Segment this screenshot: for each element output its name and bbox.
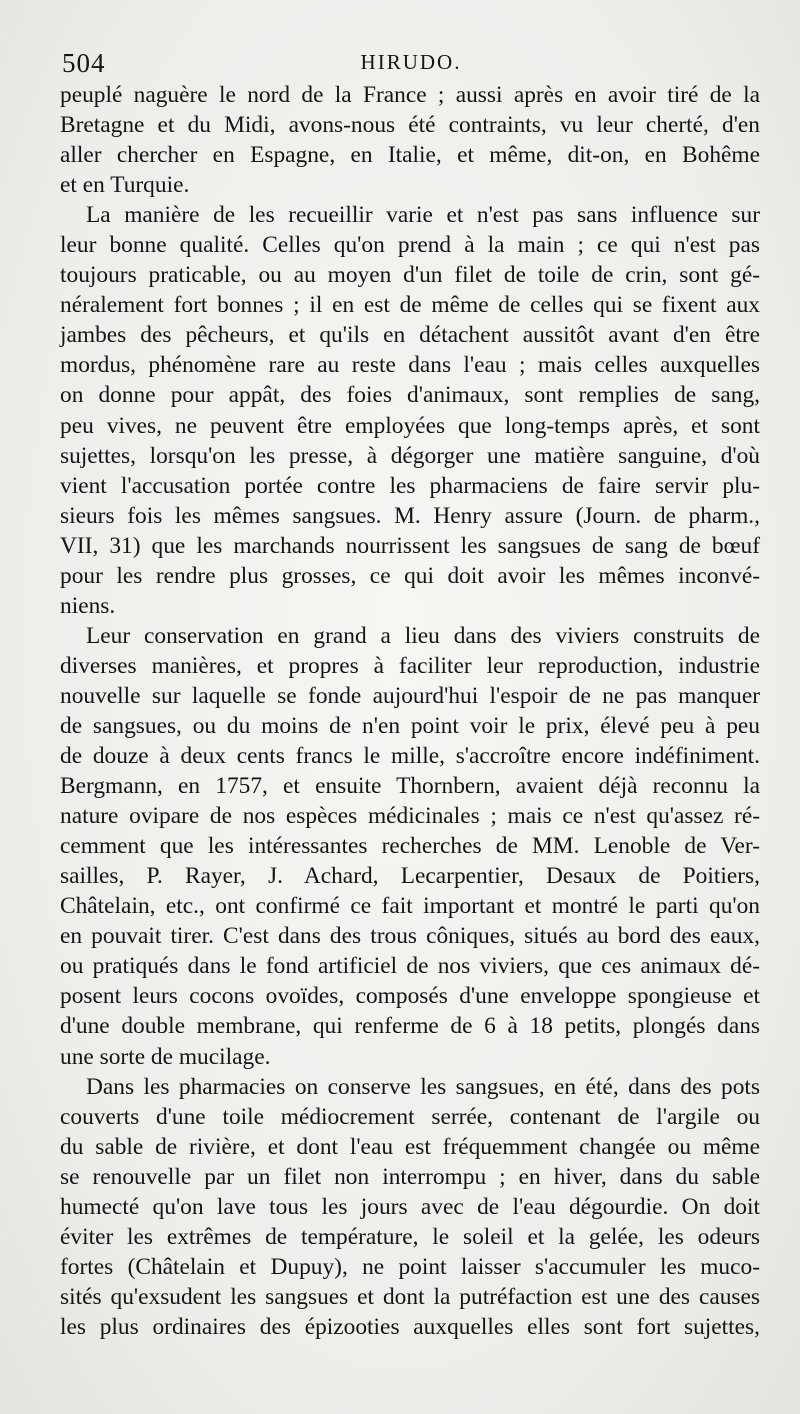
text-line: d'une double membrane, qui renferme de 6 à 18 petits, plongés dans [60, 1013, 760, 1040]
text-line: VII, 31) que les marchands nourrissent les sangsues de sang de bœuf [60, 532, 760, 559]
text-line: Bergmann, en 1757, et ensuite Thornbern, avaient déjà reconnu la [60, 773, 760, 800]
text-line: néralement fort bonnes ; il en est de même de celles qui se fixent aux [60, 292, 760, 319]
page-number: 504 [62, 48, 106, 78]
text-line: sujettes, lorsqu'on les presse, à dégorger une matière sanguine, d'où [60, 442, 760, 469]
text-line: sailles, P. Rayer, J. Achard, Lecarpentier, Desaux de Poitiers, [60, 863, 760, 890]
text-line: peuplé naguère le nord de la France ; aussi après en avoir tiré de la [60, 82, 760, 108]
text-line: leur bonne qualité. Celles qu'on prend à la main ; ce qui n'est pas [60, 232, 760, 259]
paragraph [60, 80, 760, 200]
text-line: Châtelain, etc., ont confirmé ce fait important et montré le parti qu'on [60, 893, 760, 920]
text-line: diverses manières, et propres à faciliter leur reproduction, industrie [60, 652, 760, 679]
text-line: Bretagne et du Midi, avons-nous été contraints, vu leur cherté, d'en [60, 112, 760, 139]
text-line: peu vives, ne peuvent être employées que long-temps après, et sont [60, 412, 760, 439]
text-line: se renouvelle par un filet non interrompu ; en hiver, dans du sable [60, 1163, 760, 1190]
text-line: jambes des pêcheurs, et qu'ils en détachent aussitôt avant d'en être [60, 322, 760, 349]
text-line: en pouvait tirer. C'est dans des trous côniques, situés au bord des eaux, [60, 923, 760, 950]
text-line: nature ovipare de nos espèces médicinales ; mais ce n'est qu'assez ré- [60, 803, 760, 830]
text-line: vient l'accusation portée contre les pharmaciens de faire servir plu- [60, 472, 760, 499]
text-line: cemment que les intéressantes recherches de MM. Lenoble de Ver- [60, 833, 760, 860]
paragraph [60, 621, 760, 1072]
text-line: nouvelle sur laquelle se fonde aujourd'hui l'espoir de ne pas manquer [60, 682, 760, 709]
paragraph [60, 1072, 760, 1342]
text-line: ou pratiqués dans le fond artificiel de nos viviers, que ces animaux dé- [60, 953, 760, 980]
text-line: toujours praticable, ou au moyen d'un filet de toile de crin, sont gé- [60, 262, 760, 289]
text-line: les plus ordinaires des épizooties auxquelles elles sont fort sujettes, [60, 1313, 760, 1340]
text-line: sités qu'exsudent les sangsues et dont la putréfaction est une des causes [60, 1283, 760, 1310]
text-line: posent leurs cocons ovoïdes, composés d'une enveloppe spongieuse et [60, 983, 760, 1010]
text-line: niens. [60, 592, 116, 619]
text-line: éviter les extrêmes de température, le soleil et la gelée, les odeurs [60, 1223, 760, 1250]
text-line: humecté qu'on lave tous les jours avec de l'eau dégourdie. On doit [60, 1193, 760, 1220]
text-line: La manière de les recueillir varie et n'est pas sans influence sur [86, 202, 760, 229]
text-line: de sangsues, ou du moins de n'en point voir le prix, élevé peu à peu [60, 712, 760, 739]
running-head: HIRUDO. [360, 50, 462, 74]
body-text [60, 80, 760, 1342]
text-line: couverts d'une toile médiocrement serrée, contenant de l'argile ou [60, 1103, 760, 1130]
text-line: Dans les pharmacies on conserve les sangsues, en été, dans des pots [86, 1073, 760, 1100]
paragraph [60, 200, 760, 621]
text-line: pour les rendre plus grosses, ce qui doit avoir les mêmes inconvé- [60, 562, 760, 589]
text-line: du sable de rivière, et dont l'eau est fréquemment changée ou même [60, 1133, 760, 1160]
text-line: et en Turquie. [60, 172, 190, 199]
text-line: sieurs fois les mêmes sangsues. M. Henry assure (Journ. de pharm., [60, 502, 760, 529]
text-line: fortes (Châtelain et Dupuy), ne point laisser s'accumuler les muco- [60, 1253, 760, 1280]
text-line: mordus, phénomène rare au reste dans l'eau ; mais celles auxquelles [60, 352, 760, 379]
text-line: une sorte de mucilage. [60, 1043, 271, 1070]
text-line: aller chercher en Espagne, en Italie, et même, dit-on, en Bohême [60, 142, 760, 169]
text-line: on donne pour appât, des foies d'animaux, sont remplies de sang, [60, 382, 760, 409]
page-header [62, 48, 760, 78]
text-line: Leur conservation en grand a lieu dans des viviers construits de [86, 622, 760, 649]
text-line: de douze à deux cents francs le mille, s'accroître encore indéfiniment. [60, 743, 760, 770]
